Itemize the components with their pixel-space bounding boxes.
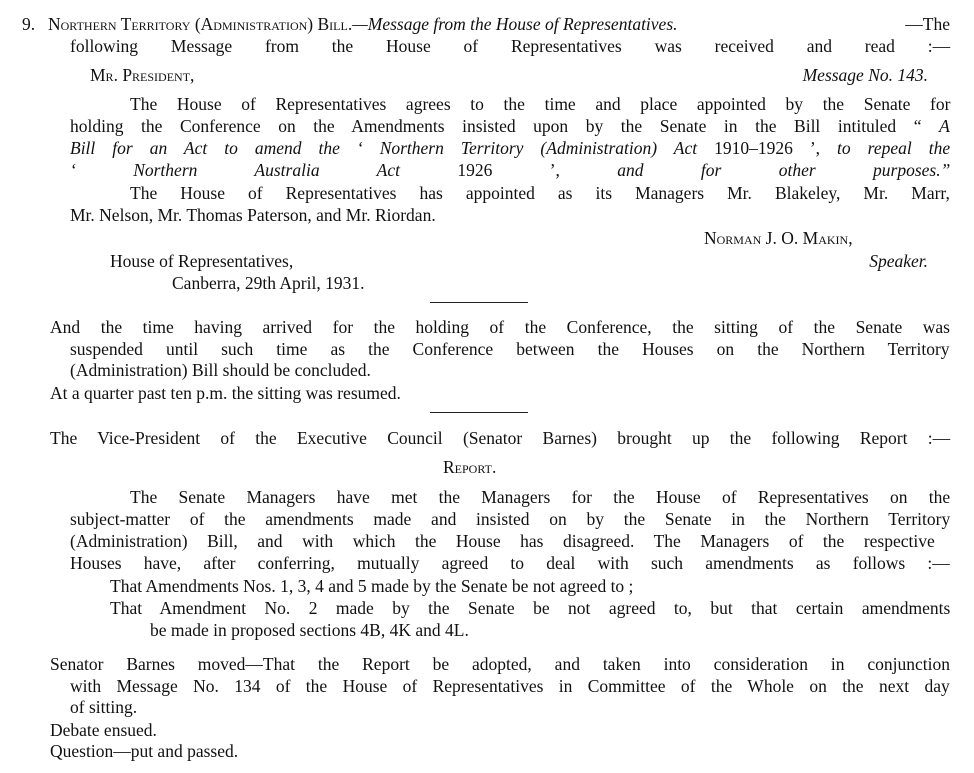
report-heading: Report. — [443, 457, 497, 477]
report-line2: subject-matter of the amendments made and insisted on by the Senate in the Northern Territory — [70, 509, 951, 529]
resumed-line: At a quarter past ten p.m. the sitting was resumed. — [50, 383, 401, 403]
para1-line3-act: Northern Territory (Administration) Act — [379, 138, 698, 158]
item-number: 9. — [22, 14, 36, 34]
message-number: Message No. 143. — [802, 65, 928, 85]
debate-line: Debate ensued. — [50, 720, 157, 740]
motion-line3: of sitting. — [70, 697, 138, 717]
suspension-line1: And the time having arrived for the holding of the Conference, the sitting of the Senate was — [50, 317, 950, 337]
divider-1 — [430, 302, 528, 303]
suspension-line3: (Administration) Bill should be concluded. — [70, 360, 371, 380]
heading-dash: — — [352, 14, 368, 34]
signatory-name: Norman J. O. Makin, — [704, 228, 853, 248]
amendment-2-line2: be made in proposed sections 4B, 4K and 4L. — [150, 620, 469, 640]
bill-subtitle: Message from the House of Representatives. — [367, 14, 678, 34]
date-line: Canberra, 29th April, 1931. — [172, 273, 365, 293]
para1-line2-a: A — [939, 116, 950, 136]
report-intro: The Vice-President of the Executive Council (Senator Barnes) brought up the following Report :— — [50, 428, 951, 448]
para1-line4-purposes: and for other purposes.” — [617, 160, 951, 180]
item-heading — [48, 14, 950, 34]
signatory-title: Speaker. — [869, 251, 928, 271]
report-line4: Houses have, after conferring, mutually agreed to deal with such amendments as follows :— — [70, 553, 950, 573]
para2-line1: The House of Representatives has appointed as its Managers Mr. Blakeley, Mr. Marr, — [130, 183, 950, 203]
motion-line2: with Message No. 134 of the House of Representatives in Committee of the Whole on the next day — [70, 676, 950, 696]
heading-dash-the: —The — [905, 14, 950, 34]
item-line-2: following Message from the House of Representatives was received and read :— — [70, 36, 951, 56]
para1-line4 — [70, 160, 950, 180]
amendment-1: That Amendments Nos. 1, 3, 4 and 5 made by the Senate be not agreed to ; — [110, 576, 634, 596]
para1-line3-a: Bill for an Act to amend the ‘ — [70, 138, 380, 158]
para1-line3-years: 1910–1926 ’, — [697, 138, 838, 158]
para1-line2 — [70, 116, 950, 136]
report-line1: The Senate Managers have met the Managers for the House of Representatives on the — [130, 487, 951, 507]
para1-line2-text: holding the Conference on the Amendments insisted upon by the Senate in the Bill intituled “ — [70, 116, 940, 136]
para2-line2: Mr. Nelson, Mr. Thomas Paterson, and Mr. Riordan. — [70, 205, 436, 225]
para1-line3 — [70, 138, 950, 158]
suspension-line2: suspended until such time as the Conference between the Houses on the Northern Territory — [70, 339, 950, 359]
divider-2 — [430, 412, 528, 413]
para1-line3-repeal: to repeal the — [837, 138, 951, 158]
question-line: Question—put and passed. — [50, 741, 239, 761]
report-line3: (Administration) Bill, and with which the House has disagreed. The Managers of the respective — [70, 531, 935, 551]
motion-line1: Senator Barnes moved—That the Report be adopted, and taken into consideration in conjunction — [50, 654, 950, 674]
para1-line4-year: 1926 ’, — [399, 160, 618, 180]
para1-line1: The House of Representatives agrees to the time and place appointed by the Senate for — [130, 94, 951, 114]
para1-line4-act: ‘ Northern Australia Act — [70, 160, 400, 180]
place-line: House of Representatives, — [110, 251, 294, 271]
bill-title: Northern Territory (Administration) Bill. — [48, 14, 353, 34]
amendment-2-line1: That Amendment No. 2 made by the Senate be not agreed to, but that certain amendments — [110, 598, 951, 618]
salutation: Mr. President, — [90, 65, 195, 85]
